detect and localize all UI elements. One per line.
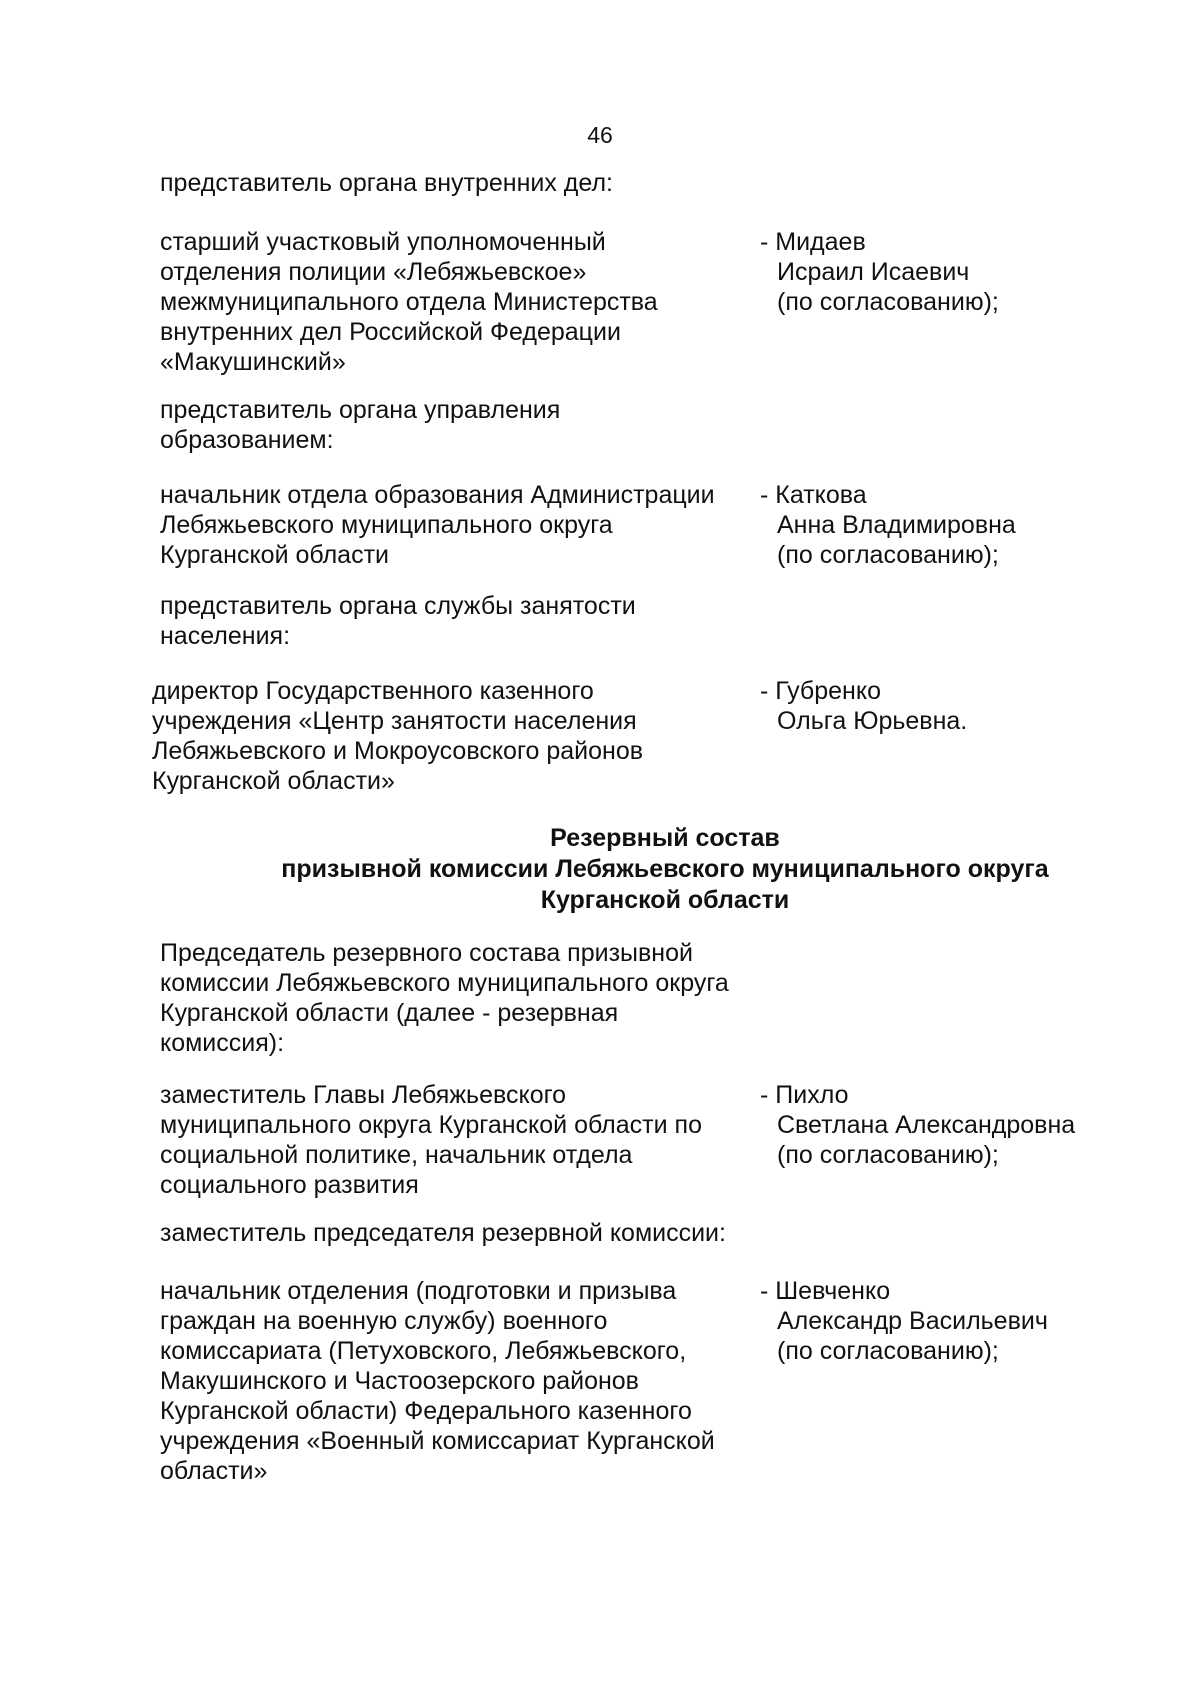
text-line: Курганской области»	[152, 767, 395, 795]
midaev-name	[760, 227, 1160, 317]
text-line: старший участковый уполномоченный	[160, 228, 606, 256]
text-line: начальник отделения (подготовки и призыва	[160, 1277, 677, 1305]
text-line: межмуниципального отдела Министерства	[160, 288, 658, 316]
text-line: (по согласованию);	[777, 541, 999, 569]
text-line: Ольга Юрьевна.	[777, 707, 968, 735]
katkova-position	[160, 480, 760, 570]
reserve-heading	[0, 823, 1200, 916]
shevchenko-position	[160, 1276, 760, 1486]
midaev-position	[160, 227, 760, 377]
gubrenko-name	[760, 676, 1160, 736]
katkova-name	[760, 480, 1160, 570]
text-line: Курганской области (далее - резервная	[160, 999, 619, 1027]
heading-line: Резервный состав	[550, 824, 780, 852]
text-line: образованием:	[160, 426, 334, 454]
text-line: социальной политике, начальник отдела	[160, 1141, 633, 1169]
text-line: - Каткова	[760, 481, 867, 509]
gubrenko-position	[152, 676, 752, 796]
text-line: представитель органа службы занятости	[160, 592, 636, 620]
text-line: населения:	[160, 622, 291, 650]
text-line: отделения полиции «Лебяжьевское»	[160, 258, 587, 286]
text-line: социального развития	[160, 1171, 419, 1199]
text-line: (по согласованию);	[777, 288, 999, 316]
text-line: представитель органа управления	[160, 396, 561, 424]
text-line: граждан на военную службу) военного	[160, 1307, 608, 1335]
pikhlo-name	[760, 1080, 1160, 1170]
heading-line: Курганской области	[540, 886, 790, 914]
text-line: Курганской области	[160, 541, 390, 569]
deputy-label	[160, 1218, 760, 1248]
employment-label	[160, 591, 760, 651]
text-line: начальник отдела образования Администрации	[160, 481, 715, 509]
text-line: области»	[160, 1457, 268, 1485]
text-line: - Мидаев	[760, 228, 866, 256]
text-line: (по согласованию);	[777, 1141, 999, 1169]
shevchenko-name	[760, 1276, 1160, 1366]
text-line: Александр Васильевич	[777, 1307, 1048, 1335]
text-line: комиссия):	[160, 1029, 285, 1057]
text-line: заместитель председателя резервной комиссии:	[160, 1219, 726, 1247]
text-line: Лебяжьевского муниципального округа	[160, 511, 613, 539]
text-line: комиссии Лебяжьевского муниципального округа	[160, 969, 729, 997]
heading-line: призывной комиссии Лебяжьевского муниципального округа	[281, 855, 1049, 883]
pikhlo-position	[160, 1080, 760, 1200]
page-number: 46	[587, 122, 613, 148]
chair-label	[160, 938, 760, 1058]
text-line: Председатель резервного состава призывной	[160, 939, 693, 967]
text-line: Исраил Исаевич	[777, 258, 970, 286]
text-line: заместитель Главы Лебяжьевского	[160, 1081, 567, 1109]
text-line: - Пихло	[760, 1081, 849, 1109]
text-line: Светлана Александровна	[777, 1111, 1076, 1139]
text-line: муниципального округа Курганской области по	[160, 1111, 702, 1139]
text-line: Лебяжьевского и Мокроусовского районов	[152, 737, 644, 765]
text-line: учреждения «Центр занятости населения	[152, 707, 637, 735]
text-line: - Шевченко	[760, 1277, 891, 1305]
text-line: представитель органа внутренних дел:	[160, 169, 614, 197]
text-line: Анна Владимировна	[777, 511, 1016, 539]
text-line: (по согласованию);	[777, 1337, 999, 1365]
text-line: - Губренко	[760, 677, 881, 705]
text-line: внутренних дел Российской Федерации	[160, 318, 621, 346]
text-line: «Макушинский»	[160, 348, 346, 376]
internal-affairs-label	[160, 168, 760, 198]
text-line: Курганской области) Федерального казенного	[160, 1397, 692, 1425]
text-line: директор Государственного казенного	[152, 677, 594, 705]
text-line: Макушинского и Частоозерского районов	[160, 1367, 639, 1395]
text-line: учреждения «Военный комиссариат Курганской	[160, 1427, 715, 1455]
text-line: комиссариата (Петуховского, Лебяжьевского,	[160, 1337, 687, 1365]
education-label	[160, 395, 760, 455]
